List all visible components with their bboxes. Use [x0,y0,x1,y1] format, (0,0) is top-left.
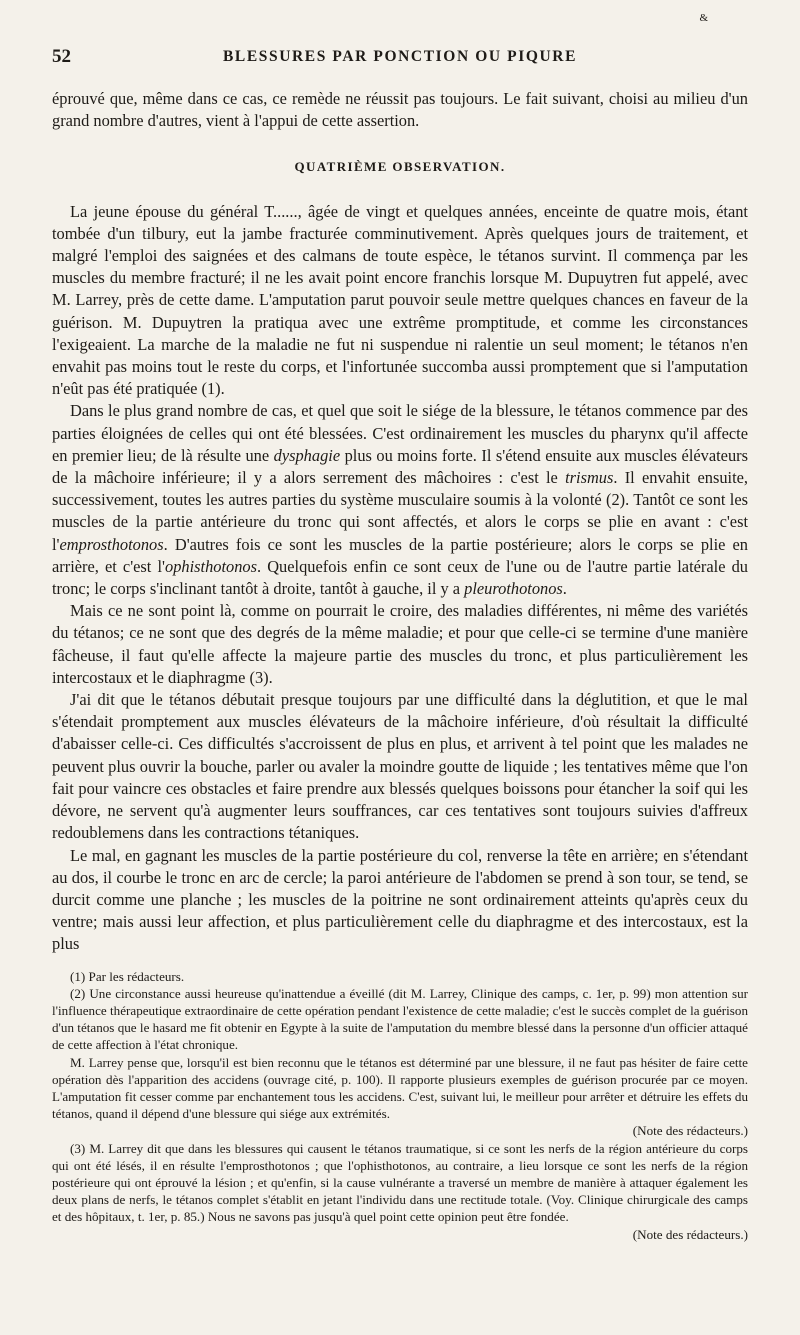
footnote-2-continued: M. Larrey pense que, lorsqu'il est bien reconnu que le tétanos est déterminé par une blessure, il ne faut pas hésiter de faire cette opération dès l'apparition des accidens (ouvrage cité, p. 100). Il rapporte plusieurs exemples de guérison procurée par ce moyen. L'amputation fit cesser comme par enchantement tous les accidens. C'est, suivant lui, le meilleur pour arrêter et détruire les effets du tétanos, quand il dépend d'une blessure qui siége aux extrémités. (Note des rédacteurs.) [52,1054,748,1139]
paragraph-deglutition: J'ai dit que le tétanos débutait presque toujours par une difficulté dans la déglutition, et que le mal s'étendait promptement aux muscles élévateurs de la mâchoire inférieure, d'où résultait la difficulté d'abaisser celle-ci. Ces difficultés s'accroissent de plus en plus, et arrivent à tel point que les malades ne peuvent plus ouvrir la bouche, parler ou avaler la moindre goutte de liquide ; les tentatives même que l'on fait pour vaincre ces obstacles et faire prendre aux blessés quelques boissons pour étancher la soif qui les dévore, ne servent qu'à augmenter leurs souffrances, car ces tentatives sont toujours suivies d'affreux redoublemens dans les contractions tétaniques. [52,690,748,843]
term-pleurothotonos: pleurothotonos [464,579,563,599]
running-head [52,12,748,70]
paragraph-progression: Dans le plus grand nombre de cas, et quel que soit le siége de la blessure, le tétanos commence par des parties éloignées de celles qui ont été blessées. C'est ordinairement les muscles du pharynx qu'il affecte en premier lieu; de là résulte une dysphagie plus ou moins forte. Il s'étend ensuite aux muscles élévateurs de la mâchoire inférieure; il y a alors serrement des mâchoires : c'est le trismus. Il envahit ensuite, successivement, toutes les autres parties du système musculaire soumis à la volonté (2). Tantôt ce sont les muscles de la partie antérieure du tronc qui sont affectés, et alors le corps se plie en avant : c'est l'emprosthotonos. D'autres fois ce sont les muscles de la partie postérieure; alors le corps se plie en arrière, et c'est l'ophisthotonos. Quelquefois enfin ce sont ceux de l'une ou de l'autre partie latérale du tronc; le corps s'inclinant tantôt à droite, tantôt à gauche, il y a pleurothotonos. [52,401,748,599]
intro-paragraph: éprouvé que, même dans ce cas, ce remède ne réussit pas toujours. Le fait suivant, choisi au milieu d'un grand nombre d'autres, vient à l'appui de cette assertion. [52,89,748,131]
term-ophisthotonos: ophisthotonos [165,556,257,576]
observation-heading: QUATRIÈME OBSERVATION. [294,159,506,175]
editor-note: (Note des rédacteurs.) [632,1226,748,1242]
running-title: BLESSURES PAR PONCTION OU PIQURE [222,48,578,65]
term-dysphagie: dysphagie [273,445,341,465]
term-emprosthotonos: emprosthotonos [59,534,164,554]
corner-mark: & [699,12,708,24]
paragraph-degrees: Mais ce ne sont point là, comme on pourrait le croire, des maladies différentes, ni même des variétés du tétanos; ce ne sont que des degrés de la même maladie; et pour que celle-ci se termine d'une manière fâcheuse, il faut qu'elle affecte la majeure partie des muscles du tronc, et plus particulièrement les intercostaux et le diaphragme (3). [52,601,748,687]
footnote-1: (1) Par les rédacteurs. [70,968,185,984]
paragraph-spread: Le mal, en gagnant les muscles de la partie postérieure du col, renverse la tête en arrière; en s'étendant au dos, il courbe le tronc en arc de cercle; la paroi antérieure de l'abdomen se prend à son tour, se tend, se durcit comme une planche ; les muscles de la poitrine ne sont ordinairement atteints qu'après ceux du ventre; mais aussi leur affection, et plus particulièrement celle du diaphragme et des intercostaux, est la plus [52,845,748,954]
footnote-2: (2) Une circonstance aussi heureuse qu'inattendue a éveillé (dit M. Larrey, Clinique des camps, c. 1er, p. 99) mon attention sur l'influence thérapeutique extraordinaire de cette opération pendant l'existence de cette maladie; c'est le succès complet de la guérison d'un tétanos que le hasard me fit obtenir en Egypte à la suite de l'amputation du membre blessé dans la personne d'un officier attaqué de cette affection à l'état chronique. [52,985,748,1053]
body-text [52,88,748,956]
paragraph-case: La jeune épouse du général T......, âgée de vingt et quelques années, enceinte de quatre mois, étant tombée d'un tilbury, eut la jambe fracturée comminutivement. Après quelques jours de traitement, et malgré l'emploi des saignées et des calmans de toute espèce, le tétanos survint. Il commença par les muscles du membre fracturé; il ne les avait point encore franchis lorsque M. Dupuytren fut appelé, avec M. Larrey, près de cette dame. L'amputation parut pouvoir seule mettre quelques chances en faveur de la guérison. M. Dupuytren la pratiqua avec une extrême promptitude, et comme les circonstances l'exigeaient. La marche de la maladie ne fut ni suspendue ni ralentie un seul moment; le tétanos n'en envahit pas moins tout le reste du corps, et l'infortunée succomba aussi promptement que si l'amputation n'eût pas été pratiquée (1). [52,201,748,399]
term-trismus: trismus [565,468,614,488]
footnote-3: (3) M. Larrey dit que dans les blessures qui causent le tétanos traumatique, si ce sont les nerfs de la région antérieure du corps qui ont été lésés, il en résulte l'emprosthotonos ; que l'ophisthotonos, au contraire, a lieu lorsque ce sont les nerfs de la région postérieure qui ont éprouvé la lésion ; et qu'enfin, si la cause vulnérante a traversé un membre de manière à attaquer également les deux plans de nerfs, le tétanos complet s'établit en jetant l'individu dans une rectitude totale. (Voy. Clinique chirurgicale des camps et des hôpitaux, t. 1er, p. 85.) Nous ne savons pas jusqu'à quel point cette opinion peut être fondée. (Note des rédacteurs.) [52,1140,748,1242]
page-number: 52 [52,46,71,67]
footnotes [52,968,748,1243]
editor-note: (Note des rédacteurs.) [632,1123,748,1139]
